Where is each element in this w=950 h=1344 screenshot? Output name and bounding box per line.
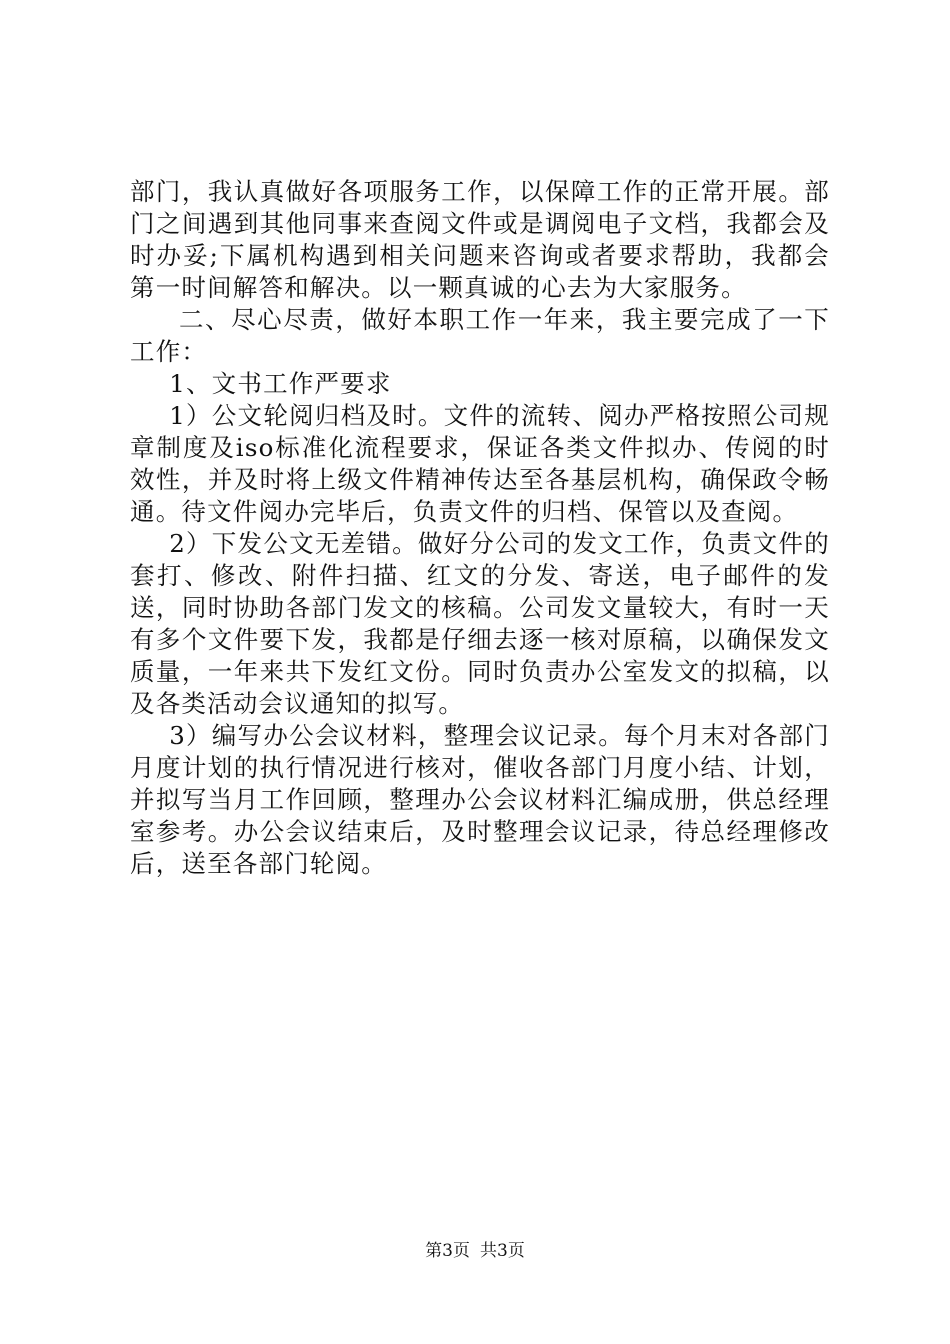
page-footer <box>0 1240 950 1262</box>
paragraph-item-1: 1）公文轮阅归档及时。文件的流转、阅办严格按照公司规章制度及iso标准化流程要求，保证各类文件拟办、传阅的时效性，并及时将上级文件精神传达至各基层机构，确保政令畅通。待文件阅办完毕后，负责文件的归档、保管以及查阅。 <box>130 401 830 526</box>
page-number: 第3页 <box>425 1241 470 1261</box>
paragraph-section-heading: 二、尽心尽责，做好本职工作一年来，我主要完成了一下工作： <box>130 305 830 366</box>
page-total: 共3页 <box>480 1241 525 1261</box>
paragraph-subheading: 1、文书工作严要求 <box>169 369 392 398</box>
paragraph-item-2: 2）下发公文无差错。做好分公司的发文工作，负责文件的套打、修改、附件扫描、红文的分发、寄送，电子邮件的发送，同时协助各部门发文的核稿。公司发文量较大，有时一天有多个文件要下发，我都是仔细去逐一核对原稿，以确保发文质量，一年来共下发红文份。同时负责办公室发文的拟稿，以及各类活动会议通知的拟写。 <box>130 529 830 718</box>
paragraph-item-3: 3）编写办公会议材料，整理会议记录。每个月末对各部门月度计划的执行情况进行核对，催收各部门月度小结、计划，并拟写当月工作回顾，整理办公会议材料汇编成册，供总经理室参考。办公会议结束后，及时整理会议记录，待总经理修改后，送至各部门轮阅。 <box>130 721 830 878</box>
paragraph-service: 部门，我认真做好各项服务工作，以保障工作的正常开展。部门之间遇到其他同事来查阅文件或是调阅电子文档，我都会及时办妥;下属机构遇到相关问题来咨询或者要求帮助，我都会第一时间解答和解决。以一颗真诚的心去为大家服务。 <box>130 177 830 302</box>
document-body <box>130 176 830 880</box>
